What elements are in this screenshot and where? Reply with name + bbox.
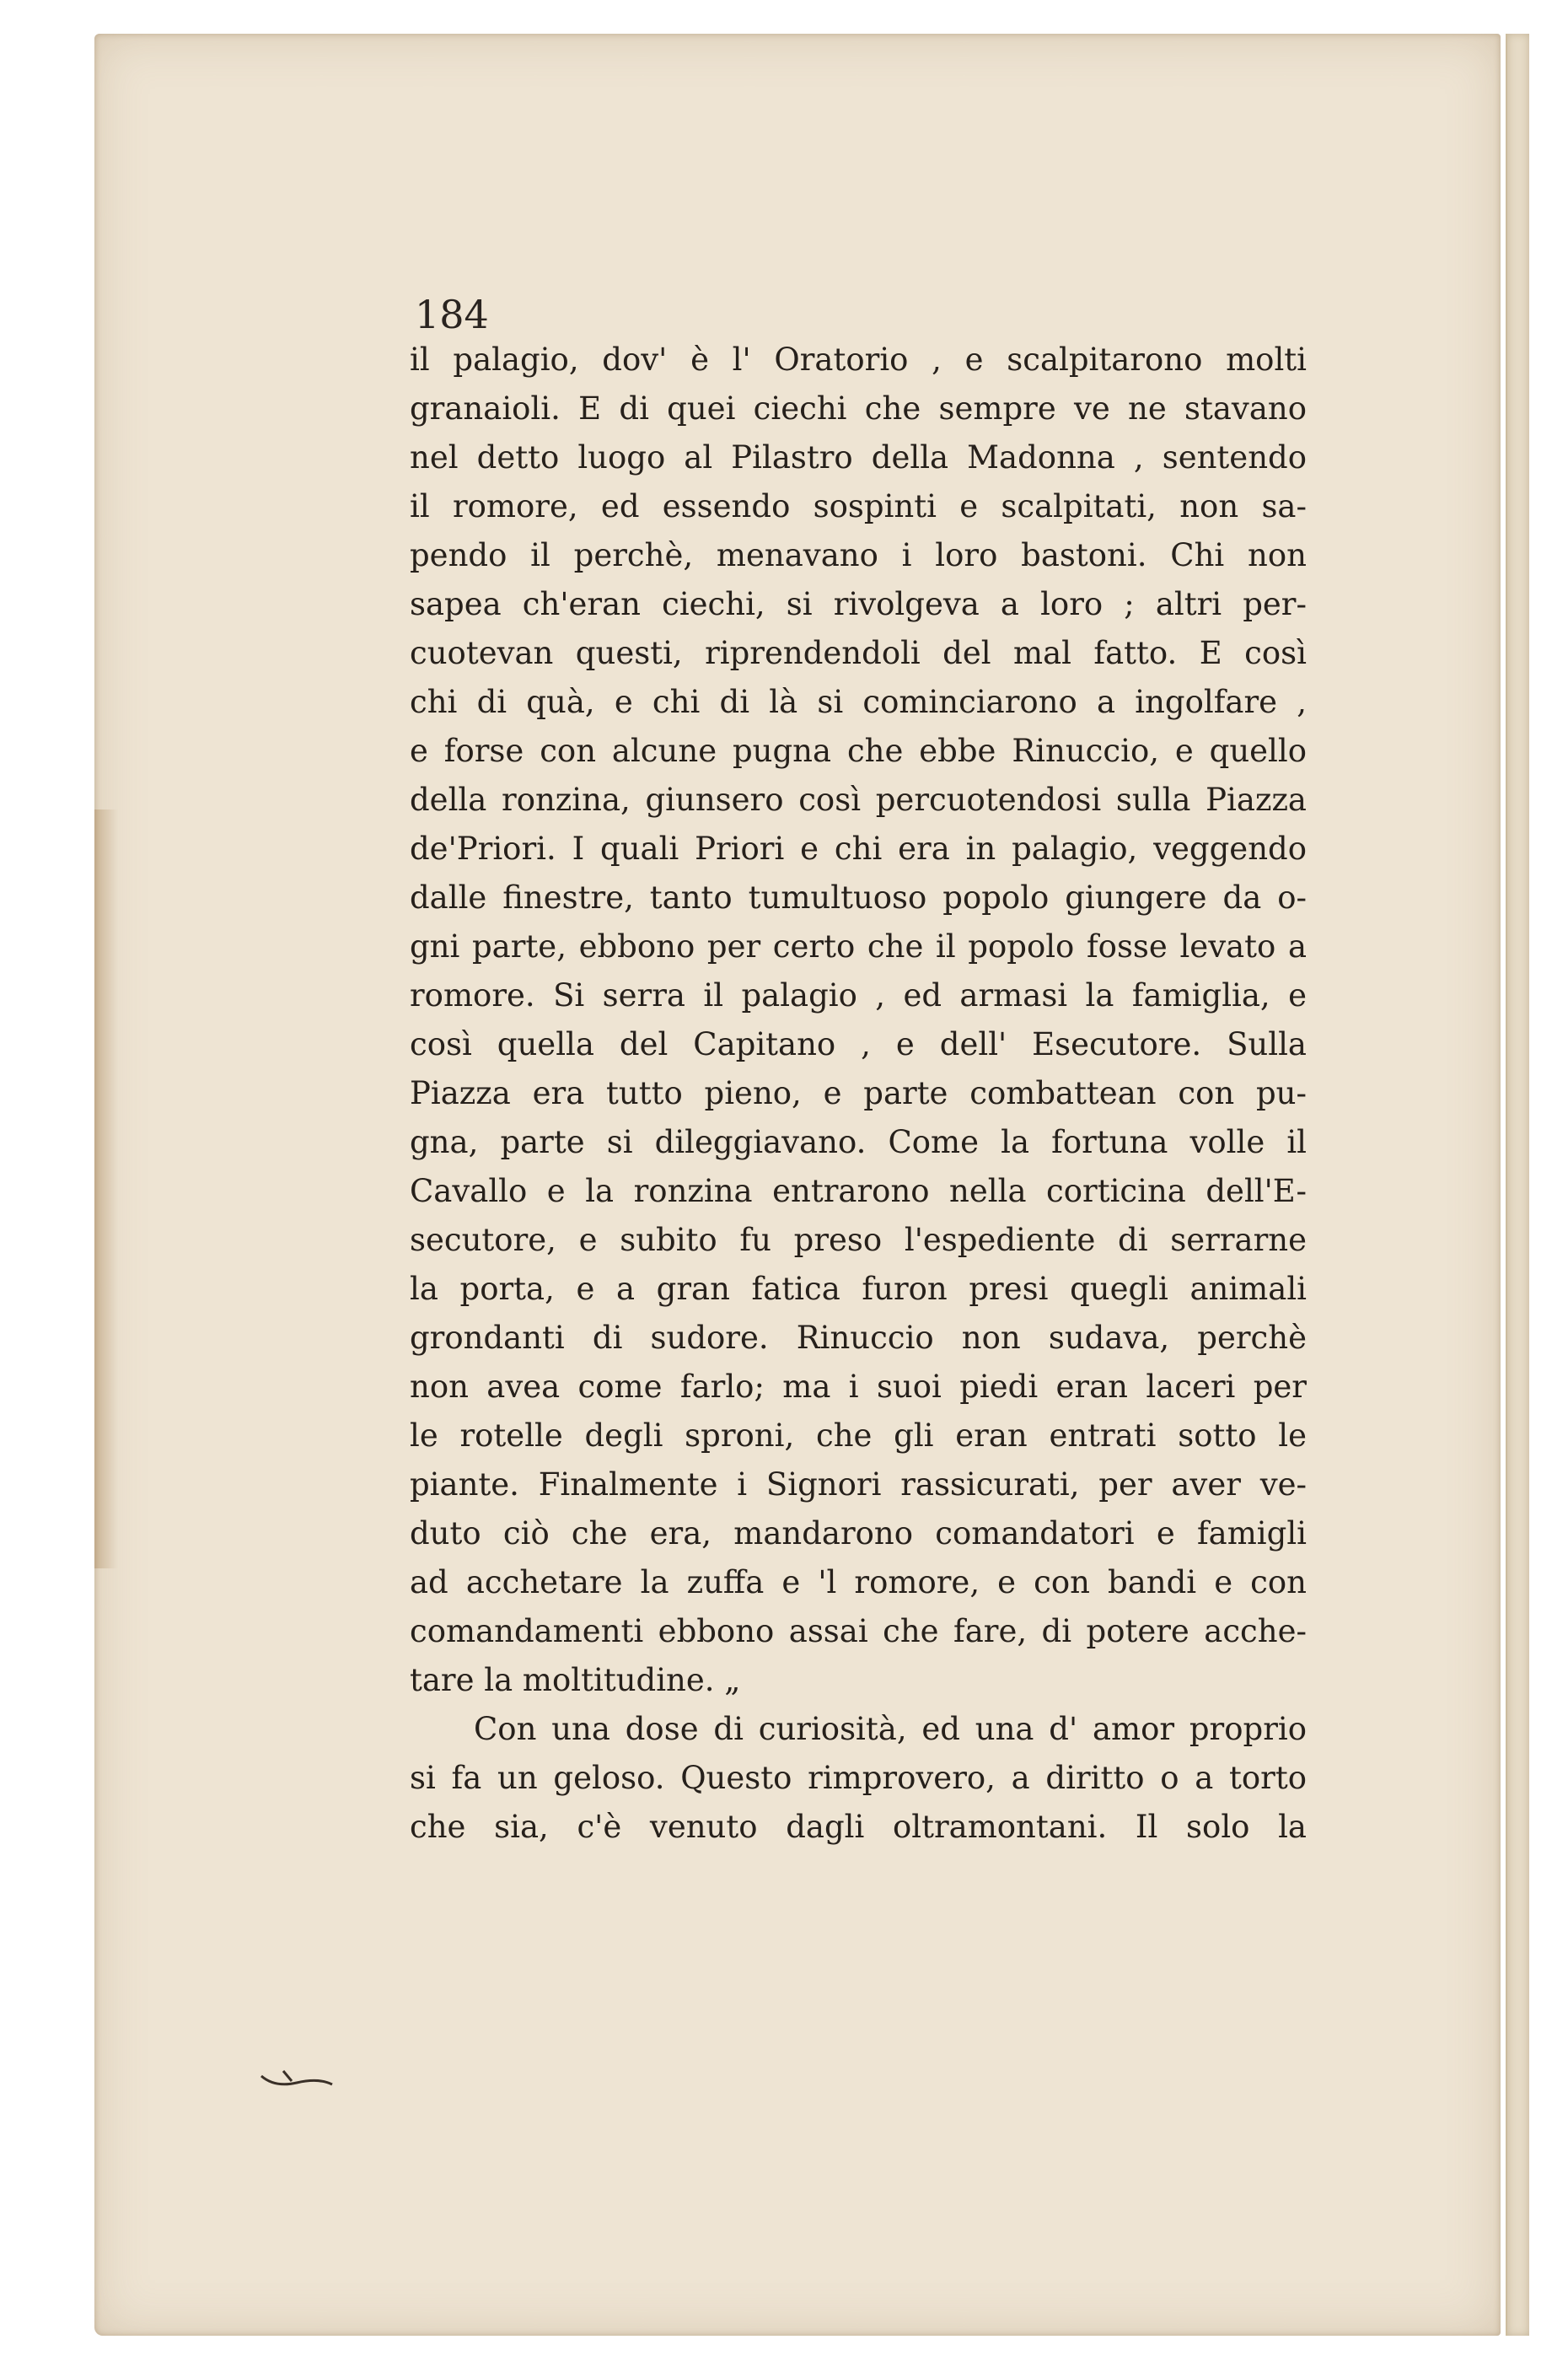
text-line: pendo il perchè, menavano i loro bastoni. Chi non: [410, 537, 1307, 573]
text-line: e forse con alcune pugna che ebbe Rinuccio, e quello: [410, 733, 1307, 769]
text-line: Con una dose di curiosità, ed una d' amor proprio: [474, 1711, 1307, 1747]
text-line: il romore, ed essendo sospinti e scalpitati, non sa-: [410, 488, 1307, 524]
body-text: [410, 336, 1307, 1852]
page-number: 184: [415, 292, 489, 337]
text-line: piante. Finalmente i Signori rassicurati, per aver ve-: [410, 1466, 1307, 1503]
text-line: granaioli. E di quei ciechi che sempre ve ne stavano: [410, 390, 1307, 427]
text-line: de'Priori. I quali Priori e chi era in palagio, veggendo: [410, 831, 1307, 867]
text-line: non avea come farlo; ma i suoi piedi eran laceri per: [410, 1369, 1307, 1405]
text-line: sapea ch'eran ciechi, si rivolgeva a loro ; altri per-: [410, 586, 1307, 622]
text-line: cuotevan questi, riprendendoli del mal fatto. E così: [410, 635, 1307, 671]
text-line: chi di quà, e chi di là si cominciarono a ingolfare ,: [410, 684, 1307, 720]
text-line: Cavallo e la ronzina entrarono nella corticina dell'E-: [410, 1173, 1307, 1209]
text-line: le rotelle degli sproni, che gli eran entrati sotto le: [410, 1417, 1307, 1454]
text-line: dalle finestre, tanto tumultuoso popolo giungere da o-: [410, 879, 1307, 916]
text-line: duto ciò che era, mandarono comandatori e famigli: [410, 1515, 1307, 1552]
text-line: gna, parte si dileggiavano. Come la fortuna volle il: [410, 1124, 1307, 1160]
text-line: Piazza era tutto pieno, e parte combattean con pu-: [410, 1075, 1307, 1111]
text-line: così quella del Capitano , e dell' Esecutore. Sulla: [410, 1026, 1307, 1062]
page-edge-stain: [94, 809, 118, 1568]
text-line: che sia, c'è venuto dagli oltramontani. Il solo la: [410, 1809, 1307, 1845]
text-line: tare la moltitudine. „: [410, 1662, 741, 1698]
text-line: della ronzina, giunsero così percuotendosi sulla Piazza: [410, 782, 1307, 818]
text-line: la porta, e a gran fatica furon presi quegli animali: [410, 1271, 1307, 1307]
text-line: ad acchetare la zuffa e 'l romore, e con bandi e con: [410, 1564, 1307, 1600]
text-line: comandamenti ebbono assai che fare, di potere acche-: [410, 1613, 1307, 1649]
text-line: secutore, e subito fu preso l'espediente di serrarne: [410, 1222, 1307, 1258]
text-line: gni parte, ebbono per certo che il popolo fosse levato a: [410, 928, 1307, 965]
text-line: il palagio, dov' è l' Oratorio , e scalpitarono molti: [410, 342, 1307, 378]
pencil-mark-icon: [258, 2068, 336, 2093]
text-line: grondanti di sudore. Rinuccio non sudava, perchè: [410, 1320, 1307, 1356]
text-line: romore. Si serra il palagio , ed armasi la famiglia, e: [410, 977, 1307, 1014]
adjacent-page-edge: [1506, 34, 1529, 2336]
text-line: si fa un geloso. Questo rimprovero, a diritto o a torto: [410, 1760, 1307, 1796]
text-line: nel detto luogo al Pilastro della Madonna , sentendo: [410, 439, 1307, 476]
